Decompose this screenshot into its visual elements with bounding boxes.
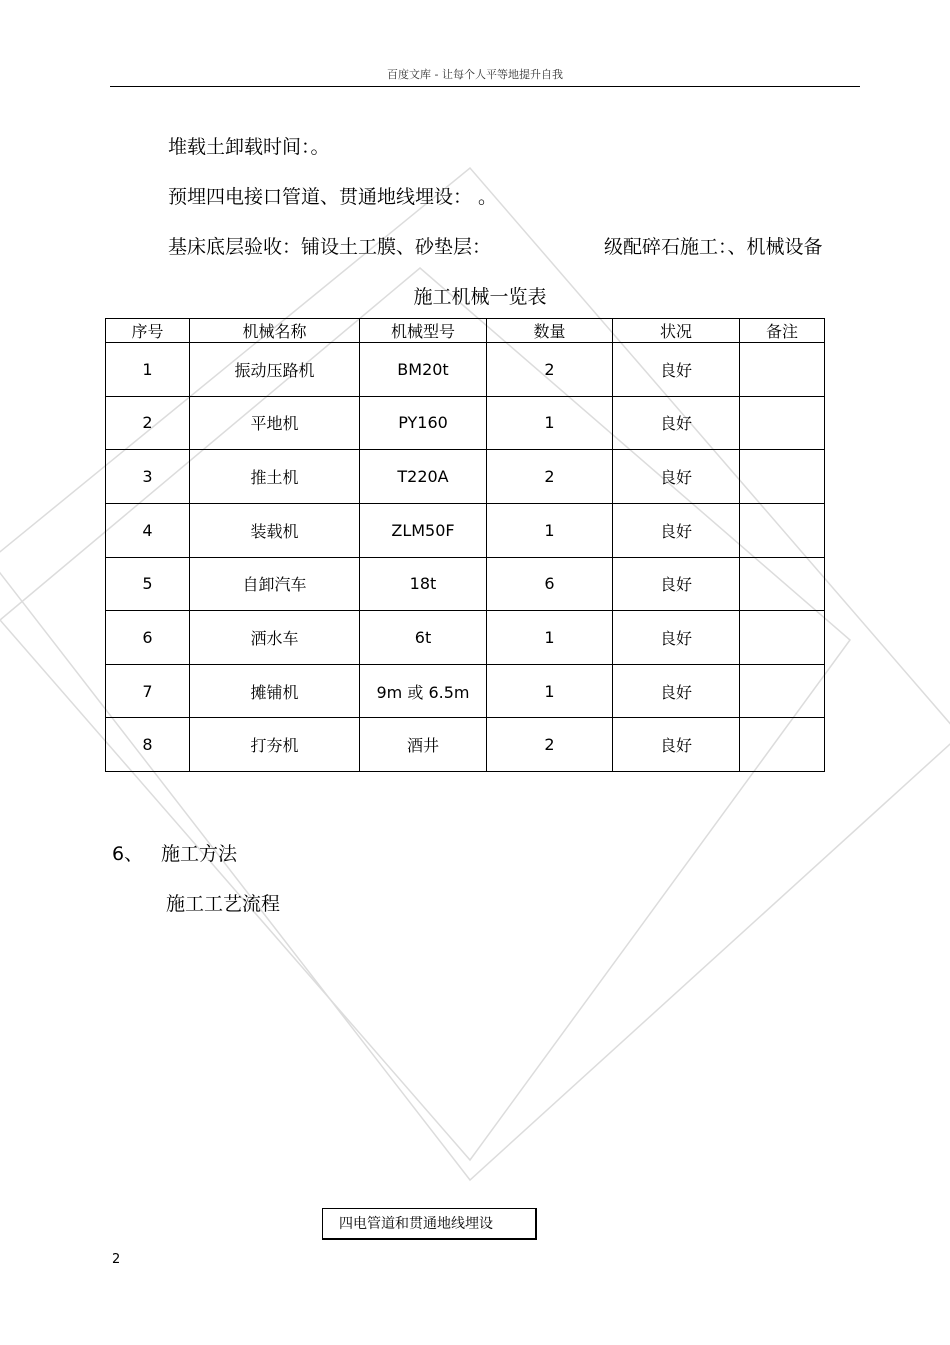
- paragraph-unloading-time: 堆载土卸载时间：。: [168, 136, 330, 158]
- table-row: [106, 664, 825, 718]
- table-row: [106, 718, 825, 772]
- cell-remark: [740, 503, 825, 557]
- cell-index: 7: [106, 664, 190, 718]
- table-row: [106, 557, 825, 611]
- cell-quantity: 1: [487, 503, 613, 557]
- table-row: [106, 396, 825, 450]
- cell-remark: [740, 396, 825, 450]
- cell-status: 良好: [613, 664, 740, 718]
- cell-name: 洒水车: [190, 611, 360, 665]
- cell-model: 18t: [360, 557, 487, 611]
- header-cell: 序号: [106, 319, 190, 343]
- cell-name: 装载机: [190, 503, 360, 557]
- cell-status: 良好: [613, 343, 740, 397]
- table-row: [106, 611, 825, 665]
- header-cell: 机械型号: [360, 319, 487, 343]
- cell-status: 良好: [613, 557, 740, 611]
- page-header: 百度文库 - 让每个人平等地提升自我: [387, 68, 563, 81]
- table-row: [106, 450, 825, 504]
- cell-status: 良好: [613, 503, 740, 557]
- paragraph-pipe-embedding: 预埋四电接口管道、贯通地线埋设： 。: [168, 186, 498, 208]
- page-number: 2: [112, 1252, 121, 1267]
- table-header-row: [106, 319, 825, 343]
- subsection-title: 施工工艺流程: [166, 893, 281, 915]
- cell-remark: [740, 450, 825, 504]
- section-title: 施工方法: [161, 843, 238, 865]
- cell-model: 6t: [360, 611, 487, 665]
- cell-quantity: 2: [487, 343, 613, 397]
- cell-status: 良好: [613, 396, 740, 450]
- cell-index: 1: [106, 343, 190, 397]
- cell-index: 6: [106, 611, 190, 665]
- cell-index: 5: [106, 557, 190, 611]
- flowchart-box: 四电管道和贯通地线埋设: [322, 1208, 537, 1240]
- cell-model: T220A: [360, 450, 487, 504]
- cell-quantity: 6: [487, 557, 613, 611]
- cell-model: 9m 或 6.5m: [360, 664, 487, 718]
- header-cell: 数量: [487, 319, 613, 343]
- header-divider: [110, 86, 860, 87]
- cell-quantity: 1: [487, 664, 613, 718]
- cell-index: 2: [106, 396, 190, 450]
- cell-quantity: 2: [487, 450, 613, 504]
- cell-name: 振动压路机: [190, 343, 360, 397]
- cell-name: 自卸汽车: [190, 557, 360, 611]
- cell-index: 3: [106, 450, 190, 504]
- paragraph-gravel-construction: 级配碎石施工：、机械设备: [604, 236, 823, 258]
- cell-remark: [740, 611, 825, 665]
- cell-model: PY160: [360, 396, 487, 450]
- cell-status: 良好: [613, 718, 740, 772]
- machinery-table: [105, 318, 825, 772]
- cell-quantity: 2: [487, 718, 613, 772]
- cell-name: 平地机: [190, 396, 360, 450]
- cell-name: 摊铺机: [190, 664, 360, 718]
- cell-status: 良好: [613, 611, 740, 665]
- cell-index: 8: [106, 718, 190, 772]
- table-title: 施工机械一览表: [413, 286, 547, 308]
- cell-remark: [740, 718, 825, 772]
- cell-name: 推土机: [190, 450, 360, 504]
- cell-remark: [740, 664, 825, 718]
- cell-model: ZLM50F: [360, 503, 487, 557]
- header-cell: 备注: [740, 319, 825, 343]
- paragraph-subgrade-acceptance: 基床底层验收：铺设土工膜、砂垫层：: [168, 236, 492, 258]
- cell-remark: [740, 557, 825, 611]
- cell-remark: [740, 343, 825, 397]
- table-row: [106, 503, 825, 557]
- cell-quantity: 1: [487, 611, 613, 665]
- header-cell: 机械名称: [190, 319, 360, 343]
- table-row: [106, 343, 825, 397]
- cell-model: BM20t: [360, 343, 487, 397]
- cell-index: 4: [106, 503, 190, 557]
- cell-status: 良好: [613, 450, 740, 504]
- header-cell: 状况: [613, 319, 740, 343]
- cell-quantity: 1: [487, 396, 613, 450]
- cell-model: 酒井: [360, 718, 487, 772]
- cell-name: 打夯机: [190, 718, 360, 772]
- section-number: 6、: [112, 843, 144, 865]
